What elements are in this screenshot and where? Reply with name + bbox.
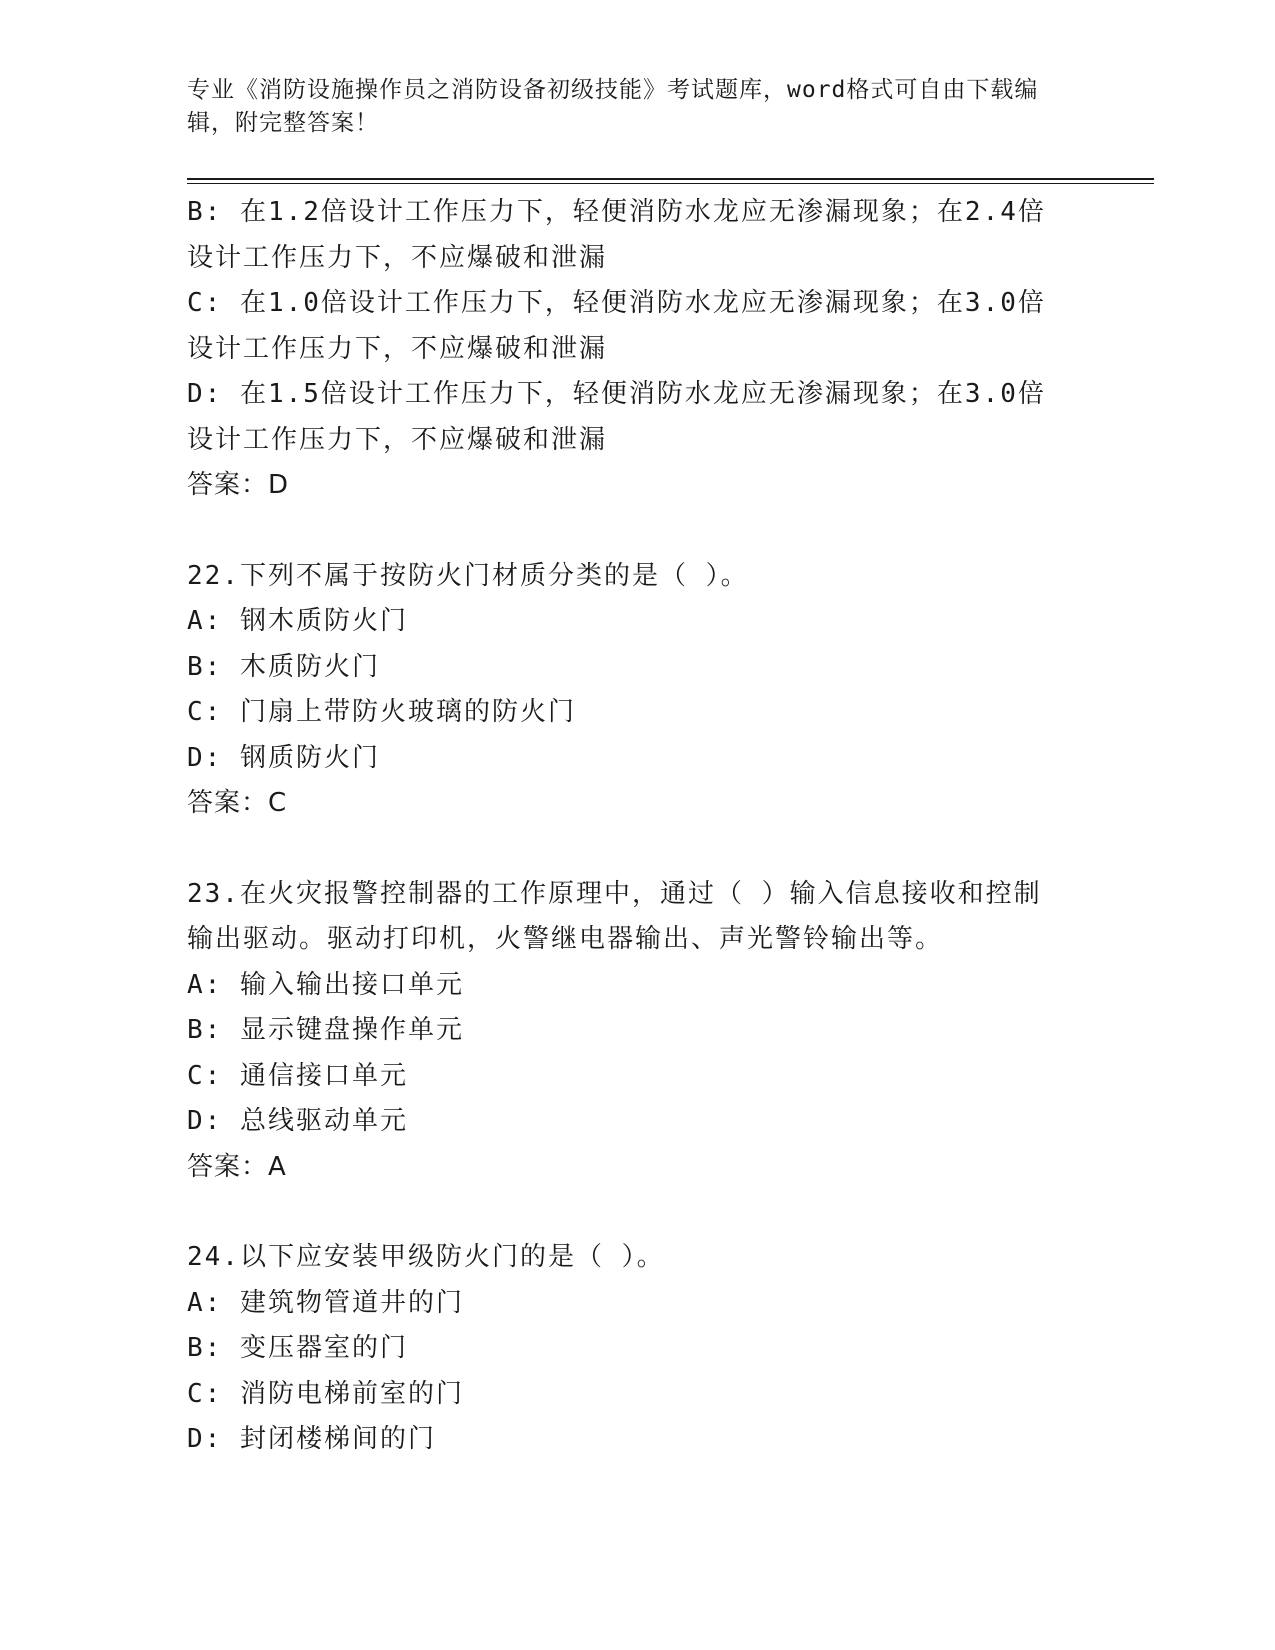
header-divider-thick [187, 178, 1154, 180]
question-21-tail [187, 190, 1087, 509]
question-content [187, 190, 1087, 1463]
answer-21: 答案：D [187, 470, 290, 500]
question-24 [187, 1235, 1087, 1463]
question-22 [187, 554, 1087, 827]
question-22-stem: 22.下列不属于按防火门材质分类的是（ ）。 [187, 560, 749, 591]
question-23-option-c: C: 通信接口单元 [187, 1060, 408, 1091]
option-b-line-1: B: 在1.2倍设计工作压力下，轻便消防水龙应无渗漏现象；在2.4倍 [187, 197, 1046, 227]
question-24-option-a: A: 建筑物管道井的门 [187, 1287, 464, 1318]
question-23-option-a: A: 输入输出接口单元 [187, 969, 464, 1000]
question-24-option-d: D: 封闭楼梯间的门 [187, 1424, 436, 1454]
option-c-line-2: 设计工作压力下，不应爆破和泄漏 [187, 333, 608, 364]
answer-22: 答案：C [187, 788, 288, 818]
question-23-stem-line-2: 输出驱动。驱动打印机，火警继电器输出、声光警铃输出等。 [187, 924, 944, 954]
answer-23: 答案：A [187, 1151, 287, 1182]
question-24-option-b: B: 变压器室的门 [187, 1333, 408, 1363]
question-22-option-a: A: 钢木质防火门 [187, 606, 408, 636]
question-23-option-b: B: 显示键盘操作单元 [187, 1015, 464, 1045]
question-24-option-c: C: 消防电梯前室的门 [187, 1378, 464, 1409]
option-c-line-1: C: 在1.0倍设计工作压力下，轻便消防水龙应无渗漏现象；在3.0倍 [187, 288, 1046, 318]
question-23-option-d: D: 总线驱动单元 [187, 1106, 408, 1136]
question-22-option-b: B: 木质防火门 [187, 651, 380, 682]
option-d-line-1: D: 在1.5倍设计工作压力下，轻便消防水龙应无渗漏现象；在3.0倍 [187, 379, 1046, 409]
header-divider-thin [187, 183, 1154, 184]
question-22-option-c: C: 门扇上带防火玻璃的防火门 [187, 697, 576, 727]
question-23-stem-line-1: 23.在火灾报警控制器的工作原理中，通过（ ）输入信息接收和控制 [187, 878, 1042, 909]
header-line-1: 专业《消防设施操作员之消防设备初级技能》考试题库，word格式可自由下载编 [187, 77, 1039, 103]
option-b-line-2: 设计工作压力下，不应爆破和泄漏 [187, 242, 608, 273]
document-header [187, 74, 1067, 140]
question-24-stem: 24.以下应安装甲级防火门的是（ ）。 [187, 1242, 665, 1272]
question-22-option-d: D: 钢质防火门 [187, 742, 380, 773]
header-line-2: 辑，附完整答案！ [187, 110, 379, 136]
question-23 [187, 872, 1087, 1191]
option-d-line-2: 设计工作压力下，不应爆破和泄漏 [187, 424, 608, 455]
